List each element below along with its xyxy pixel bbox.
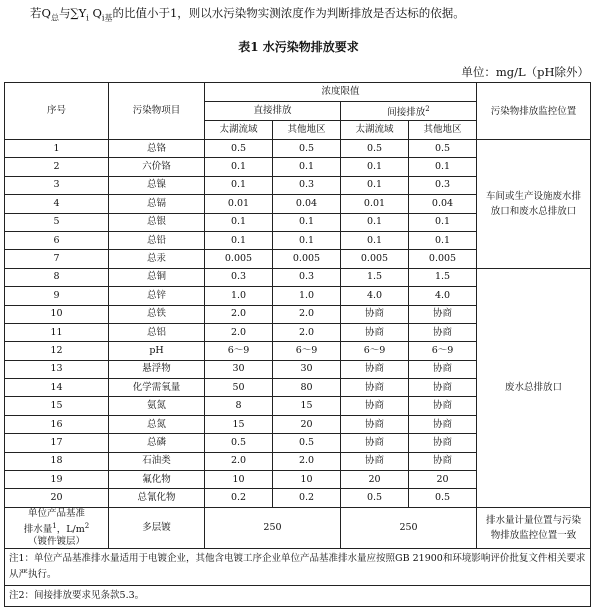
cell-seq: 15 xyxy=(5,397,109,415)
cell-direct-taihu: 0.005 xyxy=(205,250,273,268)
cell-direct-taihu: 30 xyxy=(205,360,273,378)
cell-indirect-other: 协商 xyxy=(409,379,477,397)
cell-indirect-taihu: 6～9 xyxy=(341,342,409,360)
header-direct-other: 其他地区 xyxy=(273,121,341,140)
intro-paragraph: 若$Q_总$与$\sum Y_i$ $Q_{i基}$的比值小于1，则以水污染物实测浓度作为判断排放是否达标的依据。 xyxy=(30,6,465,23)
cell-direct-taihu: 0.01 xyxy=(205,195,273,213)
cell-indirect-other: 0.5 xyxy=(409,489,477,507)
cell-indirect-other: 协商 xyxy=(409,305,477,323)
cell-direct-other: 0.5 xyxy=(273,140,341,158)
cell-direct-other: 20 xyxy=(273,415,341,433)
cell-seq: 5 xyxy=(5,213,109,231)
cell-seq: 8 xyxy=(5,268,109,286)
header-seq: 序号 xyxy=(5,83,109,140)
header-direct: 直接排放 xyxy=(205,102,341,121)
cell-seq: 17 xyxy=(5,434,109,452)
cell-indirect-other: 0.3 xyxy=(409,176,477,194)
cell-seq: 6 xyxy=(5,231,109,249)
cell-seq: 14 xyxy=(5,379,109,397)
note-2: 注2：间接排放要求见条款5.3。 xyxy=(5,585,591,606)
header-indirect: 间接排放$^2$ xyxy=(341,102,477,121)
cell-indirect-other: 协商 xyxy=(409,397,477,415)
cell-direct-taihu: 1.0 xyxy=(205,287,273,305)
header-monitor: 污染物排放监控位置 xyxy=(477,83,591,140)
footer-label: 单位产品基准 排水量$^1$，$L/m^2$ （镀件镀层） xyxy=(5,507,109,548)
cell-seq: 1 xyxy=(5,140,109,158)
cell-indirect-other: 1.5 xyxy=(409,268,477,286)
cell-direct-other: 0.04 xyxy=(273,195,341,213)
cell-indirect-taihu: 0.1 xyxy=(341,158,409,176)
cell-indirect-other: 0.04 xyxy=(409,195,477,213)
cell-direct-taihu: 0.3 xyxy=(205,268,273,286)
pollutant-discharge-table xyxy=(4,82,591,607)
cell-direct-other: 0.3 xyxy=(273,176,341,194)
cell-pollutant: 总氮 xyxy=(109,415,205,433)
cell-pollutant: 氟化物 xyxy=(109,471,205,489)
table-row xyxy=(5,268,591,286)
cell-seq: 7 xyxy=(5,250,109,268)
header-indirect-other: 其他地区 xyxy=(409,121,477,140)
cell-pollutant: 总氰化物 xyxy=(109,489,205,507)
cell-indirect-taihu: 协商 xyxy=(341,415,409,433)
cell-direct-other: 2.0 xyxy=(273,323,341,341)
cell-indirect-other: 0.5 xyxy=(409,140,477,158)
cell-direct-taihu: 2.0 xyxy=(205,305,273,323)
cell-pollutant: 总铝 xyxy=(109,323,205,341)
cell-indirect-taihu: 20 xyxy=(341,471,409,489)
cell-direct-other: 80 xyxy=(273,379,341,397)
cell-seq: 19 xyxy=(5,471,109,489)
cell-pollutant: 六价铬 xyxy=(109,158,205,176)
cell-direct-taihu: 50 xyxy=(205,379,273,397)
cell-indirect-taihu: 0.005 xyxy=(341,250,409,268)
cell-indirect-taihu: 1.5 xyxy=(341,268,409,286)
cell-indirect-taihu: 0.5 xyxy=(341,140,409,158)
cell-indirect-taihu: 协商 xyxy=(341,397,409,415)
cell-indirect-other: 0.1 xyxy=(409,231,477,249)
unit-label: 单位：mg/L（pH除外） xyxy=(461,65,589,79)
monitor-location-workshop: 车间或生产设施废水排放口和废水总排放口 xyxy=(477,140,591,269)
cell-pollutant: 总铬 xyxy=(109,140,205,158)
cell-direct-other: 30 xyxy=(273,360,341,378)
cell-seq: 16 xyxy=(5,415,109,433)
cell-indirect-other: 协商 xyxy=(409,323,477,341)
cell-direct-other: 2.0 xyxy=(273,305,341,323)
cell-seq: 2 xyxy=(5,158,109,176)
cell-direct-taihu: 0.1 xyxy=(205,231,273,249)
cell-direct-other: 0.1 xyxy=(273,158,341,176)
cell-pollutant: 总镍 xyxy=(109,176,205,194)
cell-direct-taihu: 2.0 xyxy=(205,452,273,470)
footer-indirect-value: 250 xyxy=(341,507,477,548)
cell-direct-taihu: 10 xyxy=(205,471,273,489)
cell-direct-taihu: 0.5 xyxy=(205,434,273,452)
cell-indirect-other: 0.1 xyxy=(409,158,477,176)
cell-pollutant: 氨氮 xyxy=(109,397,205,415)
header-direct-taihu: 太湖流域 xyxy=(205,121,273,140)
cell-direct-taihu: 0.1 xyxy=(205,176,273,194)
footer-sub-label: 多层镀 xyxy=(109,507,205,548)
cell-indirect-taihu: 0.5 xyxy=(341,489,409,507)
cell-pollutant: 悬浮物 xyxy=(109,360,205,378)
cell-indirect-other: 协商 xyxy=(409,434,477,452)
cell-indirect-other: 6～9 xyxy=(409,342,477,360)
cell-indirect-taihu: 协商 xyxy=(341,305,409,323)
cell-pollutant: 总镉 xyxy=(109,195,205,213)
cell-indirect-taihu: 协商 xyxy=(341,452,409,470)
cell-indirect-other: 协商 xyxy=(409,360,477,378)
cell-pollutant: 化学需氧量 xyxy=(109,379,205,397)
cell-direct-taihu: 0.2 xyxy=(205,489,273,507)
cell-direct-other: 10 xyxy=(273,471,341,489)
cell-indirect-other: 协商 xyxy=(409,452,477,470)
cell-pollutant: 总铜 xyxy=(109,268,205,286)
cell-indirect-taihu: 4.0 xyxy=(341,287,409,305)
cell-seq: 3 xyxy=(5,176,109,194)
cell-direct-other: 0.1 xyxy=(273,213,341,231)
cell-seq: 10 xyxy=(5,305,109,323)
header-limit: 浓度限值 xyxy=(205,83,477,102)
cell-direct-taihu: 0.1 xyxy=(205,213,273,231)
cell-direct-other: 2.0 xyxy=(273,452,341,470)
cell-indirect-taihu: 协商 xyxy=(341,323,409,341)
cell-direct-other: 0.005 xyxy=(273,250,341,268)
cell-seq: 13 xyxy=(5,360,109,378)
monitor-location-total-outlet: 废水总排放口 xyxy=(477,268,591,507)
cell-indirect-taihu: 0.01 xyxy=(341,195,409,213)
cell-direct-taihu: 0.5 xyxy=(205,140,273,158)
cell-pollutant: 总汞 xyxy=(109,250,205,268)
cell-indirect-other: 0.1 xyxy=(409,213,477,231)
note-1: 注1：单位产品基准排水量适用于电镀企业，其他含电镀工序企业单位产品基准排水量应按照GB 21900和环境影响评价批复文件相关要求从严执行。 xyxy=(5,548,591,585)
table-row xyxy=(5,140,591,158)
cell-indirect-other: 协商 xyxy=(409,415,477,433)
cell-indirect-taihu: 协商 xyxy=(341,360,409,378)
cell-direct-taihu: 15 xyxy=(205,415,273,433)
cell-seq: 18 xyxy=(5,452,109,470)
cell-indirect-taihu: 协商 xyxy=(341,434,409,452)
cell-indirect-taihu: 0.1 xyxy=(341,176,409,194)
cell-seq: 4 xyxy=(5,195,109,213)
footer-direct-value: 250 xyxy=(205,507,341,548)
cell-pollutant: 总锌 xyxy=(109,287,205,305)
cell-indirect-other: 20 xyxy=(409,471,477,489)
cell-direct-taihu: 8 xyxy=(205,397,273,415)
cell-direct-other: 1.0 xyxy=(273,287,341,305)
cell-pollutant: 总磷 xyxy=(109,434,205,452)
cell-pollutant: 石油类 xyxy=(109,452,205,470)
header-pollutant: 污染物项目 xyxy=(109,83,205,140)
cell-direct-taihu: 2.0 xyxy=(205,323,273,341)
cell-indirect-other: 4.0 xyxy=(409,287,477,305)
cell-direct-other: 0.5 xyxy=(273,434,341,452)
cell-direct-other: 0.1 xyxy=(273,231,341,249)
cell-pollutant: 总铁 xyxy=(109,305,205,323)
cell-seq: 12 xyxy=(5,342,109,360)
cell-indirect-taihu: 协商 xyxy=(341,379,409,397)
cell-direct-other: 15 xyxy=(273,397,341,415)
cell-direct-taihu: 6～9 xyxy=(205,342,273,360)
cell-indirect-taihu: 0.1 xyxy=(341,231,409,249)
cell-direct-other: 6～9 xyxy=(273,342,341,360)
cell-pollutant: 总铅 xyxy=(109,231,205,249)
header-indirect-taihu: 太湖流域 xyxy=(341,121,409,140)
cell-seq: 20 xyxy=(5,489,109,507)
cell-direct-taihu: 0.1 xyxy=(205,158,273,176)
cell-seq: 11 xyxy=(5,323,109,341)
cell-direct-other: 0.2 xyxy=(273,489,341,507)
cell-pollutant: 总银 xyxy=(109,213,205,231)
cell-indirect-taihu: 0.1 xyxy=(341,213,409,231)
cell-direct-other: 0.3 xyxy=(273,268,341,286)
footer-monitor: 排水量计量位置与污染物排放监控位置一致 xyxy=(477,507,591,548)
table-title: 表1 水污染物排放要求 xyxy=(238,40,359,54)
cell-seq: 9 xyxy=(5,287,109,305)
cell-pollutant: pH xyxy=(109,342,205,360)
cell-indirect-other: 0.005 xyxy=(409,250,477,268)
